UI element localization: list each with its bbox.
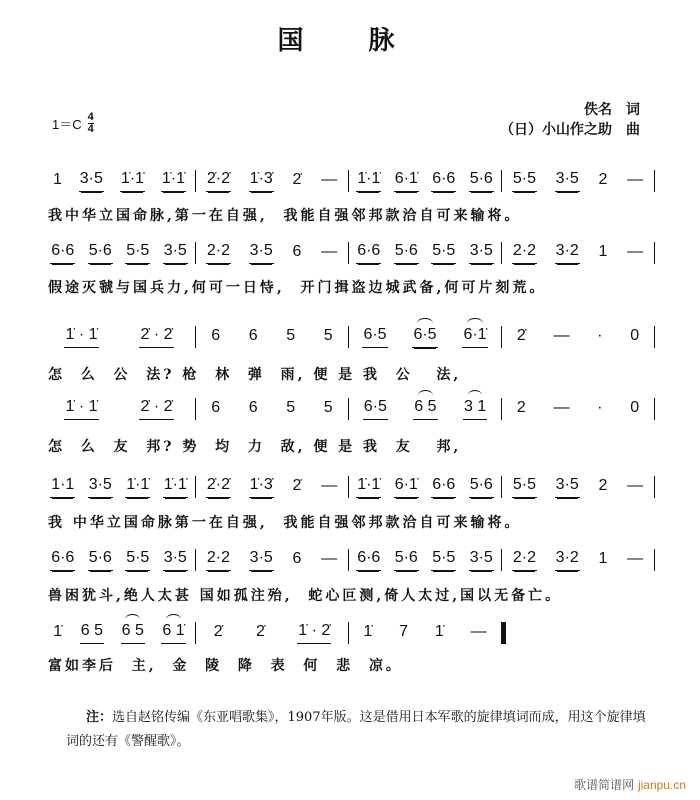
note-group: 1̇·3̇ xyxy=(249,170,274,192)
note-group: 6·1̇ xyxy=(394,476,419,498)
measure xyxy=(503,322,653,348)
note-group: 5 xyxy=(323,327,333,344)
note-group: 6·6 xyxy=(431,476,456,498)
note-group: 5·5 xyxy=(431,549,456,571)
lyric-line: 怎 么 友 邦? 势 均 力 敌, 便 是 我 友 邦, xyxy=(48,439,462,455)
note-group: 1̇·1̇ xyxy=(120,170,145,192)
note-group: 2̇ xyxy=(516,327,526,344)
measure xyxy=(44,472,194,498)
note-group: 1̇·1̇ xyxy=(161,170,186,192)
note-group: — xyxy=(627,550,644,567)
note-group: 3·5 xyxy=(163,242,188,264)
notation-line xyxy=(44,166,656,192)
note-group: 6 xyxy=(292,550,302,567)
notation-line xyxy=(44,472,656,498)
barline xyxy=(195,170,196,192)
barline xyxy=(195,622,196,644)
note-group: 6·5 xyxy=(363,398,388,420)
measure xyxy=(197,618,347,644)
barline xyxy=(348,476,349,498)
note-group: 1̇·1̇ xyxy=(125,476,150,498)
time-bottom: 4 xyxy=(87,123,94,135)
note-group: 1 xyxy=(52,171,62,188)
measure xyxy=(503,166,653,192)
note-group: — xyxy=(321,550,338,567)
note-group: 3·2 xyxy=(555,549,580,571)
measure xyxy=(350,238,500,264)
key-signature xyxy=(52,112,94,135)
note-group: 3·5 xyxy=(249,242,274,264)
barline xyxy=(654,326,655,348)
barline xyxy=(348,170,349,192)
note-group: — xyxy=(553,399,570,416)
note-group: 6·5 xyxy=(412,326,437,348)
note-group: 6 xyxy=(248,399,258,416)
note-group: 3·2 xyxy=(555,242,580,264)
measure xyxy=(503,394,653,420)
notation-line xyxy=(44,545,656,571)
barline xyxy=(348,242,349,264)
note-group: 5 xyxy=(286,399,296,416)
note-group: — xyxy=(627,477,644,494)
note-group: 6·1̇ xyxy=(394,170,419,192)
lyric-line: 兽困犹斗,绝人太甚 国如孤注殆, 蛇心叵测,倚人太过,国以无备亡。 xyxy=(48,588,563,604)
note-group: 5·6 xyxy=(469,476,494,498)
lyric-line: 我中华立国命脉,第一在自强, 我能自强邻邦款洽自可来输将。 xyxy=(48,208,522,224)
note-group: 1̇ · 1̇ xyxy=(64,326,98,348)
note-group: 6 5 xyxy=(121,622,145,644)
notation-line xyxy=(44,618,507,644)
note-group: 5 xyxy=(286,327,296,344)
lyricist: 佚名 词 xyxy=(584,102,640,118)
lyric-line: 我 中华立国命脉第一在自强, 我能自强邻邦款洽自可来输将。 xyxy=(48,515,522,531)
note-group: · xyxy=(597,327,603,344)
note-group: 1̇ xyxy=(434,623,444,640)
note-group: — xyxy=(553,327,570,344)
note-group: 2̇ xyxy=(292,171,302,188)
composer: （日）小山作之助 曲 xyxy=(500,122,640,138)
note-group: 6·6 xyxy=(431,170,456,192)
note-group: 6·1̇ xyxy=(462,326,487,348)
note-group: 6·6 xyxy=(356,242,381,264)
note-group: 1 xyxy=(598,243,608,260)
barline xyxy=(348,326,349,348)
note-group: 6·5 xyxy=(362,326,387,348)
note-group: 2̇ xyxy=(292,477,302,494)
measure xyxy=(350,394,500,420)
measure xyxy=(44,322,194,348)
note-group: 2 xyxy=(598,477,608,494)
note-group: 1̇·1̇ xyxy=(163,476,188,498)
measure xyxy=(197,166,347,192)
barline xyxy=(501,549,502,571)
barline xyxy=(654,242,655,264)
note-group: 5·6 xyxy=(469,170,494,192)
note-group: 6 5 xyxy=(80,622,104,644)
note-group: — xyxy=(321,477,338,494)
note-group: 2·2 xyxy=(512,549,537,571)
note-group: 3·5 xyxy=(79,170,104,192)
note-group: 3·5 xyxy=(555,476,580,498)
note-group: 1·1 xyxy=(50,476,75,498)
note-group: 6 xyxy=(292,243,302,260)
note-group: 2̇ · 2̇ xyxy=(139,326,173,348)
footnote-text: 选自赵铭传编《东亚唱歌集》，1907年版。这是借用日本军歌的旋律填词而成，用这个旋律填词的还有《警醒歌》。 xyxy=(66,710,646,749)
barline xyxy=(654,476,655,498)
note-group: · xyxy=(597,399,603,416)
measure xyxy=(44,166,194,192)
watermark-en: jianpu.cn xyxy=(637,778,686,792)
note-group: 1 xyxy=(598,550,608,567)
notation-line xyxy=(44,238,656,264)
note-group: 1̇·1̇ xyxy=(356,476,381,498)
note-group: 2̇ xyxy=(213,623,223,640)
note-group: 1̇·3̇ xyxy=(249,476,274,498)
measure xyxy=(350,545,500,571)
measure xyxy=(44,238,194,264)
barline xyxy=(501,326,502,348)
note-group: 6 xyxy=(211,399,221,416)
barline xyxy=(195,398,196,420)
barline xyxy=(501,242,502,264)
measure xyxy=(503,545,653,571)
note-group: — xyxy=(627,171,644,188)
barline xyxy=(654,398,655,420)
barline xyxy=(195,242,196,264)
barline xyxy=(501,398,502,420)
notation-line xyxy=(44,394,656,420)
note-group: 7 xyxy=(399,623,409,640)
final-barline xyxy=(501,622,506,644)
credits xyxy=(500,100,640,140)
note-group: 6·6 xyxy=(50,549,75,571)
note-group: 3 1 xyxy=(463,398,487,420)
time-signature xyxy=(88,112,94,135)
lyric-line: 富如李后 主, 金 陵 降 表 何 悲 凉。 xyxy=(48,658,403,674)
measure xyxy=(44,618,194,644)
notation-line xyxy=(44,322,656,348)
measure xyxy=(350,166,500,192)
barline xyxy=(348,549,349,571)
lyric-line: 假途灭虢与国兵力,何可一日恃, 开门揖盗边城武备,何可片刻荒。 xyxy=(48,280,547,296)
measure xyxy=(197,322,347,348)
note-group: 5·5 xyxy=(512,170,537,192)
note-group: 1̇ xyxy=(363,623,373,640)
note-group: 1̇ xyxy=(53,623,63,640)
measure xyxy=(197,238,347,264)
note-group: — xyxy=(321,171,338,188)
note-group: 5 xyxy=(323,399,333,416)
measure xyxy=(44,394,194,420)
measure xyxy=(350,322,500,348)
note-group: 5·6 xyxy=(88,549,113,571)
note-group: 2·2 xyxy=(512,242,537,264)
note-group: 6 xyxy=(248,327,258,344)
note-group: 0 xyxy=(630,327,640,344)
note-group: 6·6 xyxy=(50,242,75,264)
note-group: 2̇·2̇ xyxy=(206,170,231,192)
note-group: 5·5 xyxy=(512,476,537,498)
note-group: 2·2 xyxy=(206,549,231,571)
note-group: 2̇ xyxy=(255,623,265,640)
measure xyxy=(44,545,194,571)
note-group: 6 1̇ xyxy=(161,622,185,644)
barline xyxy=(348,398,349,420)
barline xyxy=(501,170,502,192)
note-group: 5·6 xyxy=(394,549,419,571)
measure xyxy=(197,472,347,498)
note-group: 2 xyxy=(598,171,608,188)
key-label: 1＝C xyxy=(52,117,82,132)
note-group: 1̇ · 2̇ xyxy=(297,622,331,644)
watermark-cn: 歌谱简谱网 xyxy=(574,778,635,792)
measure xyxy=(197,394,347,420)
note-group: 2̇ · 2̇ xyxy=(139,398,173,420)
note-group: — xyxy=(321,243,338,260)
measure xyxy=(197,545,347,571)
note-group: 3·5 xyxy=(88,476,113,498)
note-group: 5·5 xyxy=(431,242,456,264)
note-group: 3·5 xyxy=(469,549,494,571)
footnote-label: 注： xyxy=(86,710,113,725)
watermark xyxy=(574,776,686,793)
note-group: 5·6 xyxy=(394,242,419,264)
measure xyxy=(503,238,653,264)
barline xyxy=(348,622,349,644)
lyric-line: 怎 么 公 法? 枪 林 弹 雨, 便 是 我 公 法, xyxy=(48,367,462,383)
measure xyxy=(350,618,500,644)
barline xyxy=(195,549,196,571)
note-group: 3·5 xyxy=(555,170,580,192)
barline xyxy=(654,549,655,571)
note-group: 6 xyxy=(211,327,221,344)
note-group: 2·2 xyxy=(206,242,231,264)
note-group: 5·5 xyxy=(125,242,150,264)
barline xyxy=(195,476,196,498)
note-group: 1̇ · 1̇ xyxy=(64,398,98,420)
note-group: 5·5 xyxy=(125,549,150,571)
note-group: 3·5 xyxy=(469,242,494,264)
footnote xyxy=(66,706,656,754)
note-group: 5·6 xyxy=(88,242,113,264)
measure xyxy=(350,472,500,498)
barline xyxy=(654,170,655,192)
song-title: 国 脉 xyxy=(277,26,423,56)
barline xyxy=(501,476,502,498)
time-top: 4 xyxy=(87,111,94,123)
barline xyxy=(195,326,196,348)
note-group: — xyxy=(470,623,487,640)
note-group: 6·6 xyxy=(356,549,381,571)
note-group: 2 xyxy=(516,399,526,416)
note-group: — xyxy=(627,243,644,260)
note-group: 2̇·2̇ xyxy=(206,476,231,498)
note-group: 0 xyxy=(630,399,640,416)
note-group: 3·5 xyxy=(249,549,274,571)
note-group: 6 5 xyxy=(413,398,437,420)
note-group: 3·5 xyxy=(163,549,188,571)
measure xyxy=(503,472,653,498)
note-group: 1̇·1̇ xyxy=(356,170,381,192)
